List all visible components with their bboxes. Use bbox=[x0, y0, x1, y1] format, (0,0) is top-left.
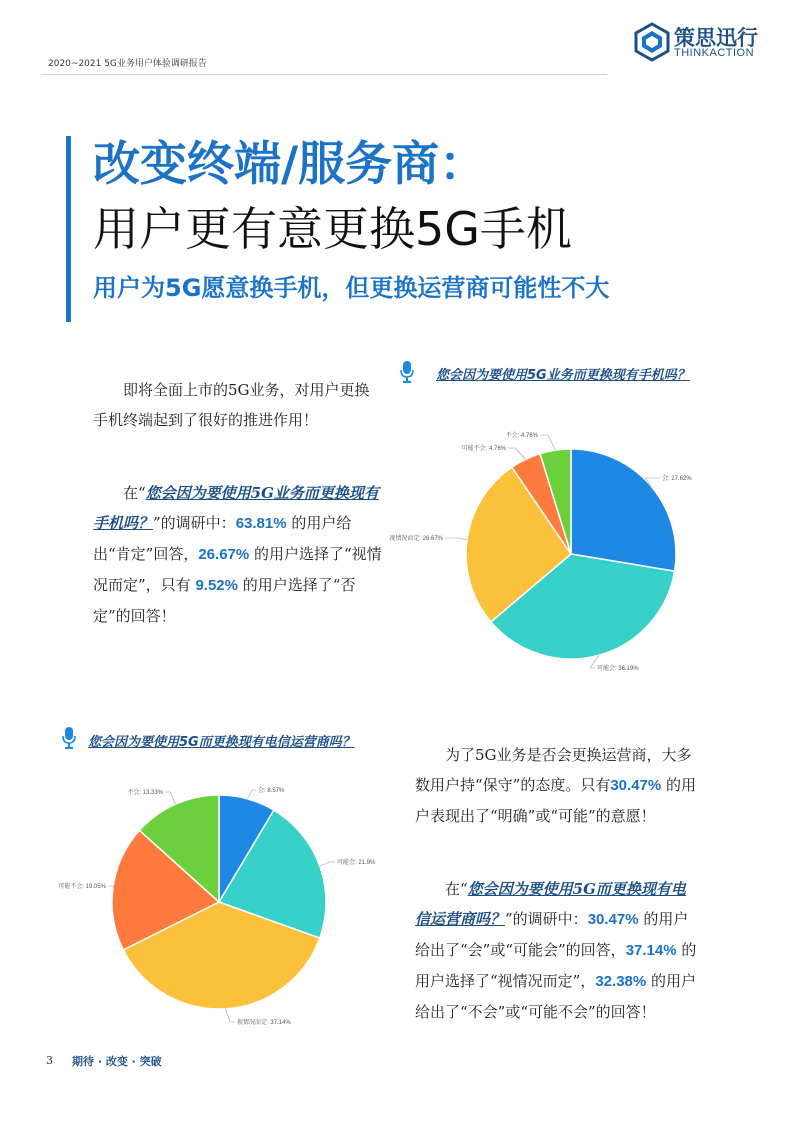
pie-leader-line bbox=[320, 862, 335, 866]
pie-label: 不会: 4.76% bbox=[505, 433, 538, 439]
s2-lead: 在“ bbox=[445, 880, 468, 898]
logo bbox=[632, 20, 772, 64]
pie-slice bbox=[571, 449, 676, 571]
s2-intro: 为了5G业务是否会更换运营商，大多数用户持“保守”的态度。只有 bbox=[415, 746, 692, 794]
s2-stat2: 37.14% bbox=[625, 942, 677, 959]
pie-label: 会: 27.62% bbox=[662, 476, 692, 482]
s1-lead: 在“ bbox=[123, 484, 146, 502]
section1-intro bbox=[93, 375, 378, 435]
s1-end: 的用户选择了“否定”的回答！ bbox=[93, 576, 356, 625]
page-title-line1: 改变终端/服务商： bbox=[93, 137, 487, 192]
s1-stat2: 26.67% bbox=[198, 546, 250, 563]
report-title: 2020~2021 5G业务用户体验调研报告 bbox=[48, 59, 207, 69]
pie-label: 视情况而定: 26.67% bbox=[389, 536, 443, 542]
microphone-icon bbox=[62, 727, 76, 749]
page-title-line2: 用户更有意更换5G手机 bbox=[93, 202, 572, 256]
pie-label: 可能不会: 4.76% bbox=[461, 446, 506, 452]
page-number: 3 bbox=[46, 1054, 53, 1067]
pie-leader-line bbox=[540, 435, 555, 450]
s1-mid1: ”的调研中： bbox=[153, 514, 236, 532]
logo-icon bbox=[632, 22, 672, 62]
s2-mid2: 的用户给出了“会”或“可能会”的回答， bbox=[415, 910, 689, 959]
chart2-question: 您会因为要使用5G而更换现有电信运营商吗？ bbox=[88, 735, 355, 750]
section2-intro bbox=[415, 740, 700, 831]
s2-mid1: ”的调研中： bbox=[505, 910, 588, 928]
pie-label: 会: 8.57% bbox=[258, 788, 285, 794]
pie-label: 不会: 13.33% bbox=[127, 790, 163, 796]
logo-name: 策思迅行 bbox=[674, 26, 758, 50]
s2-intro-end: 的用户表现出了“明确”或“可能”的意愿！ bbox=[415, 776, 697, 825]
s1-mid2: 的用户给出“肯定”回答， bbox=[93, 514, 352, 563]
footer-tagline: 期待 · 改变 · 突破 bbox=[72, 1055, 162, 1068]
s1-mid3: 的用户选择了“视情况而定”，只有 bbox=[93, 545, 382, 594]
s2-stat1: 30.47% bbox=[587, 911, 639, 928]
pie-label: 视情况而定: 37.14% bbox=[237, 1020, 291, 1026]
title-accent-bar bbox=[66, 136, 71, 322]
s2-stat3: 32.38% bbox=[595, 973, 647, 990]
section1-intro-text: 即将全面上市的5G业务，对用户更换手机终端起到了很好的推进作用！ bbox=[93, 381, 370, 429]
pie-leader-line bbox=[508, 448, 525, 459]
pie-leader-line bbox=[225, 1009, 235, 1022]
chart1-question: 您会因为要使用5G业务而更换现有手机吗？ bbox=[436, 368, 690, 383]
s2-end: 的用户给出了“不会”或“可能不会”的回答！ bbox=[415, 972, 697, 1021]
chart1-pie bbox=[380, 420, 780, 690]
page-subtitle: 用户为5G愿意换手机，但更换运营商可能性不大 bbox=[93, 274, 610, 302]
header-divider bbox=[42, 74, 607, 75]
section2-body bbox=[415, 874, 700, 1027]
pie-leader-line bbox=[165, 792, 175, 804]
pie-leader-line bbox=[445, 538, 467, 540]
s1-stat3: 9.52% bbox=[195, 577, 238, 594]
pie-leader-line bbox=[247, 790, 256, 799]
chart2-pie bbox=[30, 770, 400, 1040]
pie-label: 可能会: 21.9% bbox=[337, 860, 376, 866]
s1-stat1: 63.81% bbox=[235, 515, 287, 532]
s2-stat-a: 30.47% bbox=[610, 777, 662, 794]
pie-label: 可能会: 36.19% bbox=[597, 666, 639, 672]
s1-question: 您会因为要使用5G业务而更换现有手机吗？ bbox=[93, 484, 379, 532]
logo-subtitle: THINKACTION bbox=[674, 47, 755, 59]
section1-body bbox=[93, 478, 383, 631]
s2-question: 您会因为要使用5G而更换现有电信运营商吗？ bbox=[415, 880, 686, 928]
s2-mid3: 的用户选择了“视情况而定”， bbox=[415, 941, 697, 990]
pie-label: 可能不会: 19.05% bbox=[58, 884, 106, 890]
microphone-icon bbox=[400, 361, 414, 383]
